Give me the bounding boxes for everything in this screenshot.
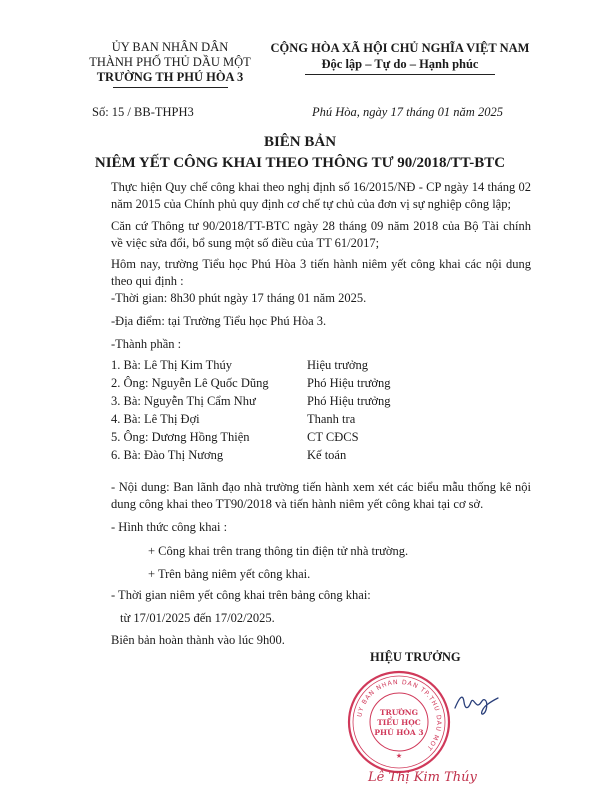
document-date: Phú Hòa, ngày 17 tháng 01 năm 2025	[312, 105, 503, 119]
stamp-ring-text: UY BAN NHAN DAN TP.THU DAU MOT	[356, 678, 443, 752]
members-label: -Thành phần :	[111, 337, 182, 351]
meeting-place: -Địa điểm: tại Trường Tiểu học Phú Hòa 3.	[111, 314, 327, 328]
header-right-rule	[305, 74, 495, 75]
authority-line-2: THÀNH PHỐ THỦ DẦU MỘT	[89, 55, 251, 69]
paragraph-today	[111, 256, 531, 290]
member-name: 1. Bà: Lê Thị Kim Thúy	[111, 358, 233, 372]
paragraph-decree	[111, 179, 531, 213]
publicity-form-item: + Trên bảng niêm yết công khai.	[148, 567, 311, 581]
content-paragraph-text: - Nội dung: Ban lãnh đạo nhà trường tiến hành xem xét các biểu mẫu thống kê nội dung công khai theo TT90/2018 và tiến hành niêm yết công khai tại cơ sở.	[111, 480, 531, 511]
document-number: Số: 15 / BB-THPH3	[92, 105, 194, 119]
stamp-line-3: PHÚ HÒA 3	[374, 728, 424, 737]
member-name: 2. Ông: Nguyễn Lê Quốc Dũng	[111, 376, 269, 390]
member-role: Kế toán	[307, 448, 347, 462]
issuing-authority	[70, 40, 270, 88]
signatory-title: HIỆU TRƯỞNG	[370, 650, 461, 664]
document-title: BIÊN BẢN	[263, 134, 337, 150]
member-name: 6. Bà: Đào Thị Nương	[111, 448, 224, 462]
member-name: 5. Ông: Dương Hồng Thiện	[111, 430, 250, 444]
paragraph-circular-text: Căn cứ Thông tư 90/2018/TT-BTC ngày 28 tháng 09 năm 2018 của Bộ Tài chính về việc sửa đổi, bổ sung một số điều của TT 61/2017;	[111, 219, 531, 250]
motto: Độc lập – Tự do – Hạnh phúc	[321, 57, 479, 71]
publicity-form-item: + Công khai trên trang thông tin điện tử nhà trường.	[148, 544, 409, 558]
meeting-time: -Thời gian: 8h30 phút ngày 17 tháng 01 năm 2025.	[111, 291, 367, 305]
member-role: Phó Hiệu trưởng	[307, 394, 391, 408]
school-name: TRƯỜNG TH PHÚ HÒA 3	[96, 70, 244, 84]
signer-name: Lê Thị Kim Thúy	[368, 770, 477, 785]
posting-period-value: từ 17/01/2025 đến 17/02/2025.	[120, 611, 275, 625]
paragraph-circular	[111, 218, 531, 252]
content-paragraph	[111, 479, 531, 513]
member-role: CT CĐCS	[307, 430, 359, 444]
member-role: Hiệu trưởng	[307, 358, 368, 372]
closing-statement: Biên bản hoàn thành vào lúc 9h00.	[111, 633, 285, 647]
member-name: 4. Bà: Lê Thị Đợi	[111, 412, 200, 426]
authority-line-1: ỦY BAN NHÂN DÂN	[111, 40, 229, 54]
official-seal-stamp	[345, 668, 453, 776]
stamp-line-1: TRƯỜNG	[379, 708, 419, 717]
national-motto	[255, 40, 545, 75]
handwritten-signature-icon	[452, 690, 500, 716]
member-name: 3. Bà: Nguyễn Thị Cẩm Như	[111, 394, 256, 408]
header-left-rule	[113, 87, 228, 88]
document-subtitle: NIÊM YẾT CÔNG KHAI THEO THÔNG TƯ 90/2018/TT-BTC	[94, 155, 506, 171]
member-role: Phó Hiệu trưởng	[307, 376, 391, 390]
paragraph-today-text: Hôm nay, trường Tiểu học Phú Hòa 3 tiến hành niêm yết công khai các nội dung theo qui định :	[111, 257, 531, 288]
member-role: Thanh tra	[307, 412, 356, 426]
stamp-line-2: TIỂU HỌC	[377, 718, 421, 727]
stamp-star-icon: ★	[395, 752, 403, 760]
posting-period-label: - Thời gian niêm yết công khai trên bảng công khai:	[111, 588, 371, 602]
paragraph-decree-text: Thực hiện Quy chế công khai theo nghị định số 16/2015/NĐ - CP ngày 14 tháng 02 năm 2015 của Chính phủ quy định cơ chế tự chủ của đơn vị sự nghiệp công lập;	[111, 180, 531, 211]
country-name: CỘNG HÒA XÃ HỘI CHỦ NGHĨA VIỆT NAM	[270, 41, 530, 55]
publicity-form-label: - Hình thức công khai :	[111, 520, 228, 534]
